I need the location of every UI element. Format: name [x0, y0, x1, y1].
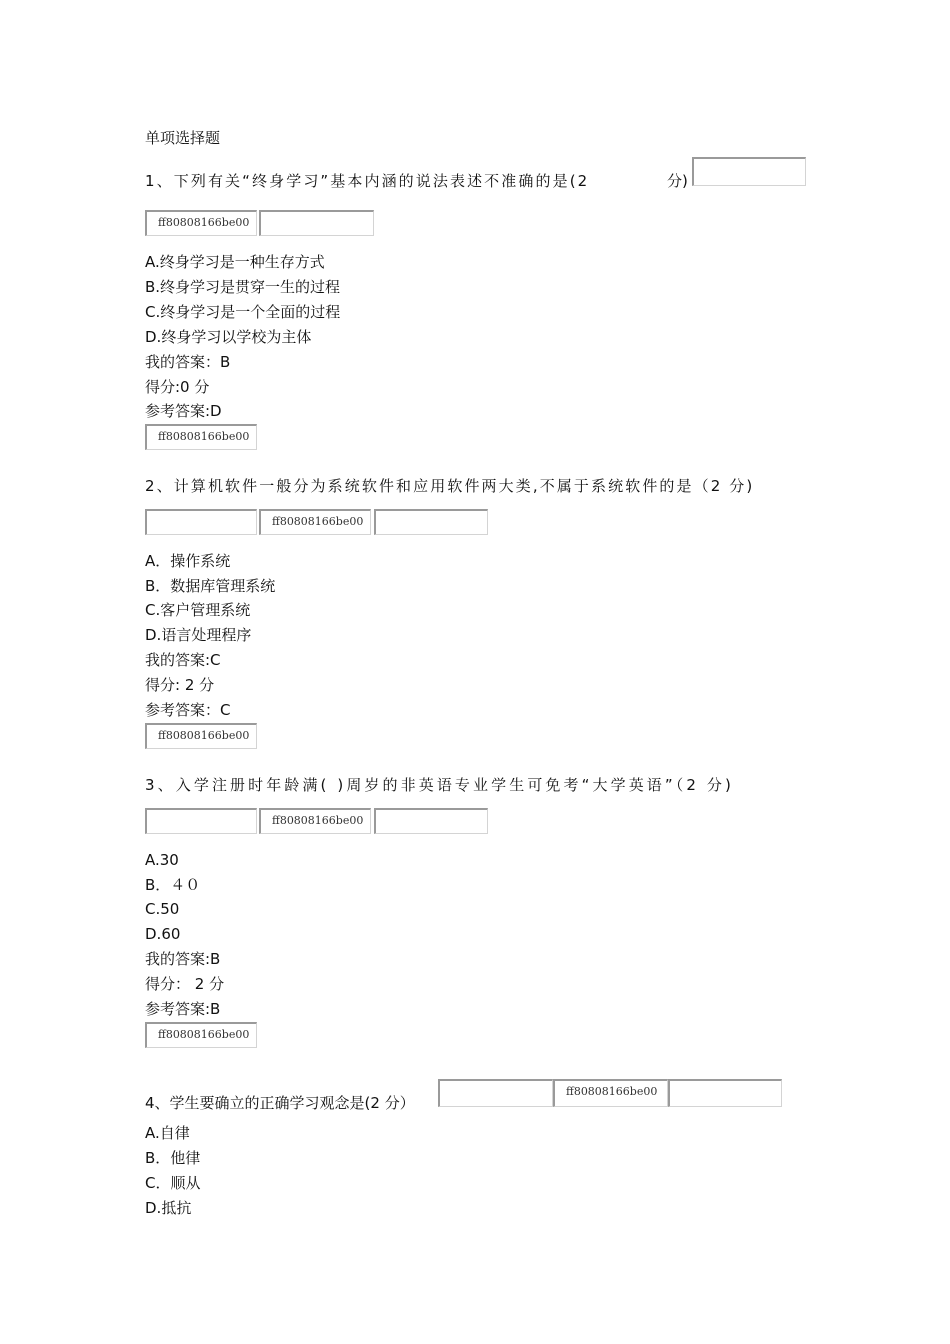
question-1-field-id[interactable]: ff80808166be00	[145, 210, 257, 236]
question-2-field-blank-2[interactable]	[374, 509, 488, 535]
question-3-option-a: A.30	[145, 851, 179, 869]
question-4-option-d: D.抵抗	[145, 1199, 192, 1217]
question-2-my-answer: 我的答案:C	[145, 651, 221, 669]
question-1-my-answer: 我的答案：B	[145, 353, 231, 371]
question-2-score: 得分: 2 分	[145, 676, 215, 694]
question-1-field-blank[interactable]	[259, 210, 374, 236]
question-2-field-id[interactable]: ff80808166be00	[259, 509, 371, 535]
question-1-option-a: A.终身学习是一种生存方式	[145, 253, 325, 271]
question-3-option-b: B．４０	[145, 876, 201, 894]
question-3-result-field[interactable]: ff80808166be00	[145, 1022, 257, 1048]
question-3-my-answer: 我的答案:B	[145, 950, 221, 968]
question-4-field-blank-2[interactable]	[668, 1079, 782, 1107]
question-2-result-field[interactable]: ff80808166be00	[145, 723, 257, 749]
question-3-option-d: D.60	[145, 925, 181, 943]
question-2-option-d: D.语言处理程序	[145, 626, 252, 644]
question-1-option-b: B.终身学习是贯穿一生的过程	[145, 278, 341, 296]
question-2-option-a: A．操作系统	[145, 552, 231, 570]
question-1-option-c: C.终身学习是一个全面的过程	[145, 303, 341, 321]
section-title: 单项选择题	[145, 129, 221, 147]
question-3-field-blank-2[interactable]	[374, 808, 488, 834]
question-3-title: 3、入学注册时年龄满( )周岁的非英语专业学生可免考“大学英语”（2 分)	[145, 776, 734, 794]
question-2-title: 2、计算机软件一般分为系统软件和应用软件两大类,不属于系统软件的是（2 分)	[145, 477, 755, 495]
question-4-option-c: C．顺从	[145, 1174, 201, 1192]
question-3-reference: 参考答案:B	[145, 1000, 221, 1018]
question-2-option-c: C.客户管理系统	[145, 601, 251, 619]
question-1-title-tail: 分)	[667, 172, 688, 190]
question-1-reference: 参考答案:D	[145, 402, 222, 420]
question-4-option-a: A.自律	[145, 1124, 190, 1142]
question-3-field-blank-1[interactable]	[145, 808, 257, 834]
question-1-result-field[interactable]: ff80808166be00	[145, 424, 257, 450]
question-1-option-d: D.终身学习以学校为主体	[145, 328, 312, 346]
question-1-title: 1、下列有关“终身学习”基本内涵的说法表述不准确的是(2	[145, 172, 590, 190]
question-2-option-b: B．数据库管理系统	[145, 577, 276, 595]
question-1-score: 得分:0 分	[145, 378, 210, 396]
question-3-field-id[interactable]: ff80808166be00	[259, 808, 371, 834]
question-3-score: 得分： 2 分	[145, 975, 225, 993]
question-3-option-c: C.50	[145, 900, 180, 918]
question-4-option-b: B．他律	[145, 1149, 201, 1167]
question-4-title: 4、学生要确立的正确学习观念是(2 分）	[145, 1094, 415, 1112]
question-1-input[interactable]	[692, 157, 806, 186]
question-2-reference: 参考答案：C	[145, 701, 231, 719]
question-4-field-id[interactable]: ff80808166be00	[553, 1079, 668, 1107]
question-2-field-blank-1[interactable]	[145, 509, 257, 535]
question-4-field-blank-1[interactable]	[438, 1079, 553, 1107]
